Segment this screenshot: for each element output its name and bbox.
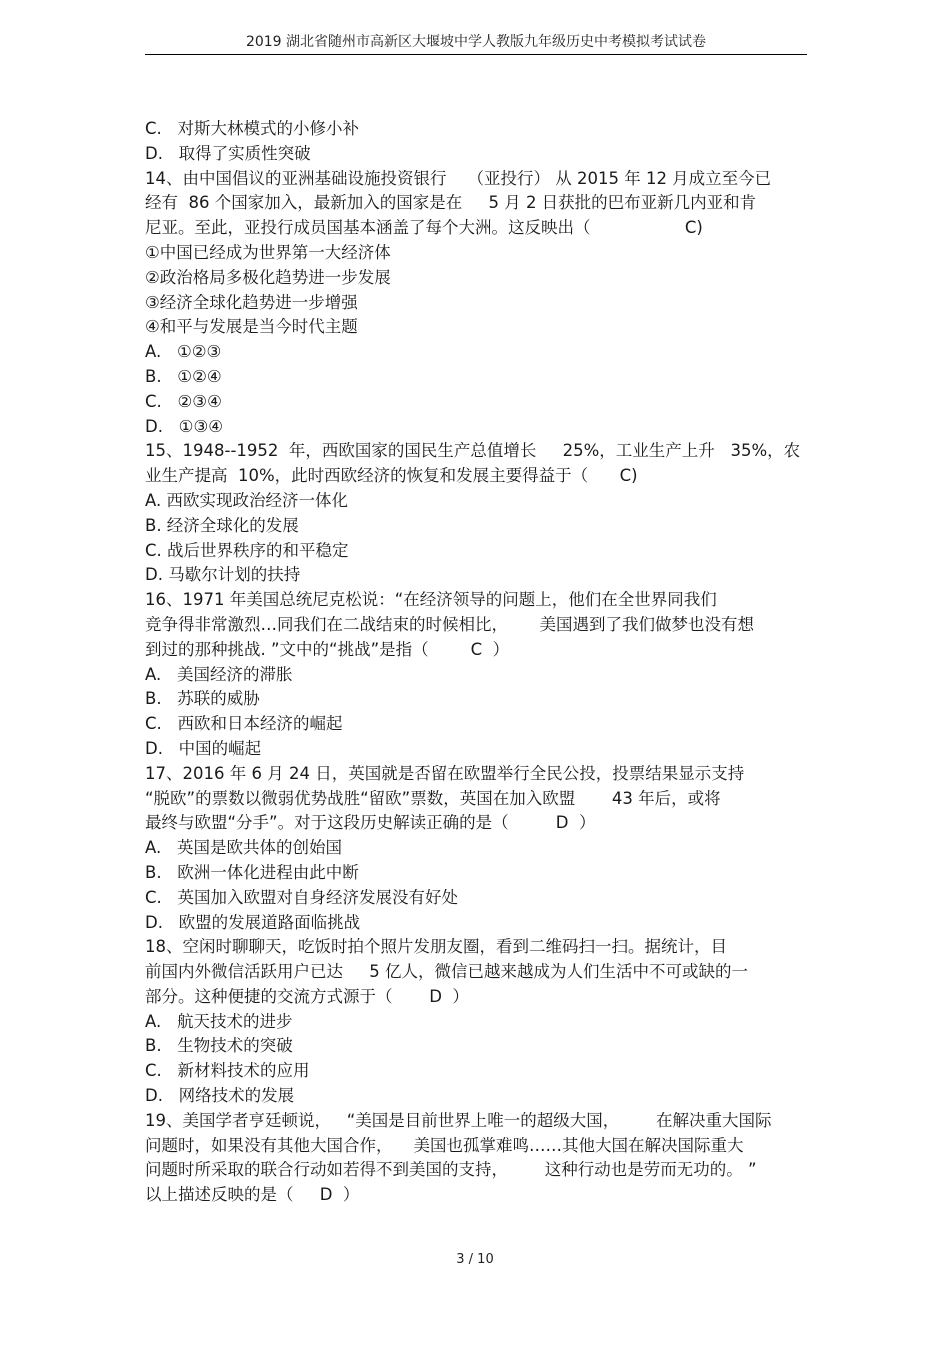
text-line: ②政治格局多极化趋势进一步发展 xyxy=(145,267,391,287)
text-line: 经有 86 个国家加入，最新加入的国家是在 5 月 2 日获批的巴布亚新几内亚和肯 xyxy=(145,193,757,213)
text-line: C. 英国加入欧盟对自身经济发展没有好处 xyxy=(145,887,459,907)
text-line: D. 取得了实质性突破 xyxy=(145,143,311,163)
text-line: D. 网络技术的发展 xyxy=(145,1086,295,1106)
text-line: 19、美国学者亨廷顿说， “美国是目前世界上唯一的超级大国， 在解决重大国际 xyxy=(145,1110,772,1130)
text-line: 尼亚。至此，亚投行成员国基本涵盖了每个大洲。这反映出（ C) xyxy=(145,218,703,238)
text-line: 最终与欧盟“分手”。对于这段历史解读正确的是（ D ） xyxy=(145,813,596,833)
text-line: 15、1948--1952 年，西欧国家的国民生产总值增长 25%，工业生产上升 35%，农 xyxy=(145,441,801,461)
text-line: 到过的那种挑战. ”文中的“挑战”是指（ C ） xyxy=(145,639,510,659)
text-line: B. 欧洲一体化进程由此中断 xyxy=(145,862,359,882)
text-line: 竞争得非常激烈…同我们在二战结束的时候相比， 美国遇到了我们做梦也没有想 xyxy=(145,614,754,634)
text-line: 14、由中国倡议的亚洲基础设施投资银行 （亚投行） 从 2015 年 12 月成立至今已 xyxy=(145,168,772,188)
page-number: 3 / 10 xyxy=(456,1252,494,1267)
text-line: C. 对斯大林模式的小修小补 xyxy=(145,119,360,138)
text-line: 问题时所采取的联合行动如若得不到美国的支持， 这种行动也是劳而无功的。 ” xyxy=(145,1160,757,1180)
text-line: 17、2016 年 6 月 24 日，英国就是否留在欧盟举行全民公投，投票结果显示支持 xyxy=(145,763,745,783)
text-line: ③经济全球化趋势进一步增强 xyxy=(145,292,358,312)
text-line: C. 战后世界秩序的和平稳定 xyxy=(145,540,349,560)
text-line: 18、空闲时聊聊天，吃饭时拍个照片发朋友圈，看到二维码扫一扫。据统计，目 xyxy=(145,937,727,957)
text-line: D. 马歇尔计划的扶持 xyxy=(145,565,301,585)
text-line: 部分。这种便捷的交流方式源于（ D ） xyxy=(145,986,469,1006)
page-header-title: 2019 湖北省随州市高新区大堰坡中学人教版九年级历史中考模拟考试试卷 xyxy=(245,34,707,50)
text-line: B. 经济全球化的发展 xyxy=(145,515,299,535)
text-line: A. 美国经济的滞胀 xyxy=(145,664,293,684)
text-line: B. 生物技术的突破 xyxy=(145,1036,293,1056)
text-line: A. 西欧实现政治经济一体化 xyxy=(145,490,348,510)
text-line: D. 中国的崛起 xyxy=(145,738,262,758)
text-line: A. ①②③ xyxy=(145,342,222,362)
text-line: A. 航天技术的进步 xyxy=(145,1011,293,1031)
text-line: 问题时，如果没有其他大国合作， 美国也孤掌难鸣……其他大国在解决国际重大 xyxy=(145,1135,744,1155)
text-line: 以上描述反映的是（ D ） xyxy=(145,1185,360,1205)
text-line: B. 苏联的威胁 xyxy=(145,689,260,709)
header-divider xyxy=(145,54,807,55)
text-line: “脱欧”的票数以微弱优势战胜“留欧”票数，英国在加入欧盟 43 年后，或将 xyxy=(145,788,721,808)
text-line: A. 英国是欧共体的创始国 xyxy=(145,838,342,858)
text-line: 业生产提高 10%，此时西欧经济的恢复和发展主要得益于（ C) xyxy=(145,466,638,486)
text-line: C. 西欧和日本经济的崛起 xyxy=(145,714,343,734)
text-line: 前国内外微信活跃用户已达 5 亿人，微信已越来越成为人们生活中不可或缺的一 xyxy=(145,962,748,982)
text-line: D. 欧盟的发展道路面临挑战 xyxy=(145,912,361,932)
text-line: 16、1971 年美国总统尼克松说：“在经济领导的问题上，他们在全世界同我们 xyxy=(145,590,717,610)
exam-content xyxy=(145,117,817,1208)
text-line: D. ①③④ xyxy=(145,416,224,436)
text-line: ①中国已经成为世界第一大经济体 xyxy=(145,242,391,262)
text-line: B. ①②④ xyxy=(145,366,222,386)
text-line: C. ②③④ xyxy=(145,391,222,411)
text-line: C. 新材料技术的应用 xyxy=(145,1061,310,1081)
text-line: ④和平与发展是当今时代主题 xyxy=(145,317,358,337)
